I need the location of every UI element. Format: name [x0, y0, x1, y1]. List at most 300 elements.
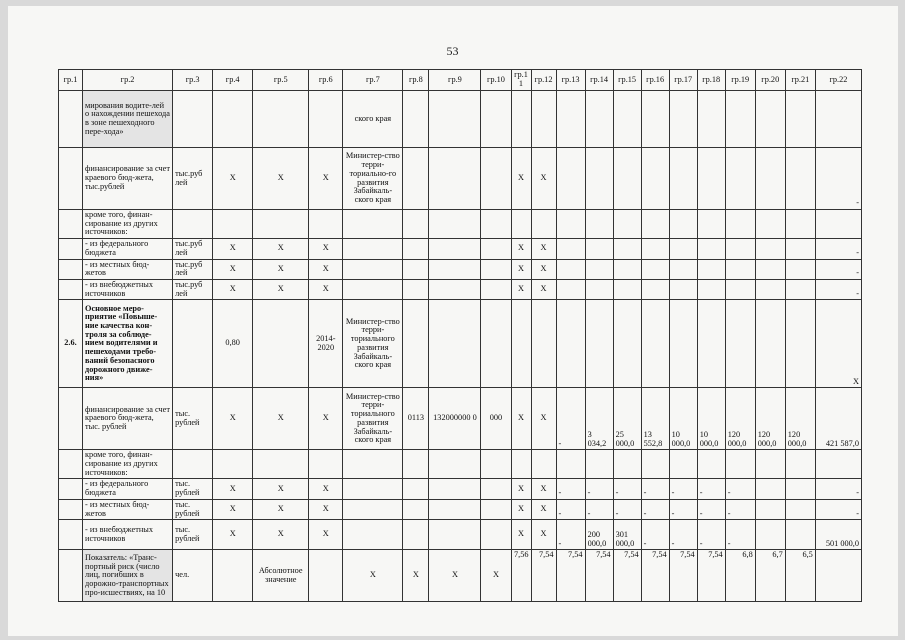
table-cell: тыс. рублей — [173, 388, 213, 450]
table-cell — [641, 239, 669, 259]
table-cell: Х — [531, 148, 556, 210]
table-cell: - — [725, 520, 755, 550]
column-header: гр.2 — [83, 70, 173, 91]
table-cell — [403, 279, 429, 299]
table-cell — [309, 210, 343, 239]
column-header: гр.1 — [59, 70, 83, 91]
table-cell — [556, 91, 585, 148]
table-cell: Х — [213, 479, 253, 499]
table-cell: 120 000,0 — [755, 388, 785, 450]
table-cell: Министер-ство терри-ториального развития Забайкаль-ского края — [343, 388, 403, 450]
table-cell — [613, 259, 641, 279]
table-cell: - — [613, 479, 641, 499]
table-cell — [343, 479, 403, 499]
table-cell — [613, 239, 641, 259]
table-cell: Х — [253, 148, 309, 210]
table-cell — [585, 259, 613, 279]
table-cell: Х — [213, 520, 253, 550]
table-cell: - из федерального бюджета — [83, 239, 173, 259]
table-cell: - из местных бюд-жетов — [83, 499, 173, 519]
table-cell: тыс. рублей — [173, 520, 213, 550]
column-header: гр.4 — [213, 70, 253, 91]
table-cell — [429, 499, 481, 519]
table-cell: 6,5 — [785, 550, 815, 602]
table-cell — [531, 210, 556, 239]
table-cell: Х — [511, 388, 531, 450]
table-cell — [173, 91, 213, 148]
table-cell — [697, 300, 725, 388]
table-cell: тыс.руб лей — [173, 239, 213, 259]
table-cell — [403, 520, 429, 550]
table-cell — [253, 91, 309, 148]
table-cell: тыс. рублей — [173, 499, 213, 519]
table-cell — [697, 239, 725, 259]
table-cell — [755, 479, 785, 499]
table-cell — [309, 450, 343, 479]
budget-table — [58, 69, 862, 602]
table-cell — [755, 450, 785, 479]
table-cell: Х — [253, 499, 309, 519]
table-cell — [403, 210, 429, 239]
table-cell: 10 000,0 — [697, 388, 725, 450]
table-cell — [429, 210, 481, 239]
table-row — [59, 499, 862, 519]
table-cell — [343, 210, 403, 239]
table-cell — [585, 300, 613, 388]
table-cell: тыс.руб лей — [173, 148, 213, 210]
table-cell: 7,54 — [585, 550, 613, 602]
table-cell — [585, 148, 613, 210]
table-cell: - — [585, 479, 613, 499]
table-cell — [403, 479, 429, 499]
table-cell: тыс. рублей — [173, 479, 213, 499]
table-cell — [697, 450, 725, 479]
table-row — [59, 300, 862, 388]
table-cell — [697, 279, 725, 299]
table-cell — [785, 479, 815, 499]
table-cell: Х — [531, 259, 556, 279]
table-cell — [755, 279, 785, 299]
table-cell — [641, 210, 669, 239]
table-cell — [755, 259, 785, 279]
table-cell — [531, 91, 556, 148]
table-cell — [213, 91, 253, 148]
table-cell — [511, 300, 531, 388]
table-cell — [403, 450, 429, 479]
table-cell — [511, 91, 531, 148]
table-cell — [785, 91, 815, 148]
table-cell: - из внебюджетных источников — [83, 520, 173, 550]
table-cell: Х — [253, 479, 309, 499]
table-cell — [556, 210, 585, 239]
table-cell — [613, 148, 641, 210]
table-cell — [785, 499, 815, 519]
table-cell — [343, 450, 403, 479]
table-cell — [641, 279, 669, 299]
table-cell — [613, 279, 641, 299]
table-cell: - — [585, 499, 613, 519]
table-cell: - — [669, 479, 697, 499]
column-header: гр.13 — [556, 70, 585, 91]
table-cell — [755, 148, 785, 210]
table-cell — [403, 239, 429, 259]
table-cell: Х — [531, 499, 556, 519]
column-header: гр.6 — [309, 70, 343, 91]
table-cell: - из местных бюд-жетов — [83, 259, 173, 279]
table-cell — [556, 239, 585, 259]
table-cell: 6,7 — [755, 550, 785, 602]
table-cell — [511, 210, 531, 239]
table-cell — [481, 148, 511, 210]
table-cell: чел. — [173, 550, 213, 602]
table-cell — [785, 279, 815, 299]
table-cell — [697, 210, 725, 239]
table-cell: Х — [253, 259, 309, 279]
table-cell: - — [725, 479, 755, 499]
table-cell — [815, 210, 861, 239]
table-cell — [785, 210, 815, 239]
table-cell — [429, 91, 481, 148]
table-cell: Х — [213, 239, 253, 259]
table-cell — [697, 259, 725, 279]
table-cell — [785, 300, 815, 388]
table-cell — [585, 279, 613, 299]
table-cell — [556, 300, 585, 388]
column-header: гр.1 1 — [511, 70, 531, 91]
table-cell: ского края — [343, 91, 403, 148]
table-cell — [511, 450, 531, 479]
table-cell — [429, 279, 481, 299]
table-cell — [585, 239, 613, 259]
table-cell: Х — [531, 279, 556, 299]
table-cell: Х — [343, 550, 403, 602]
table-cell — [725, 239, 755, 259]
table-cell — [613, 91, 641, 148]
table-row — [59, 450, 862, 479]
table-cell: кроме того, финан-сирование из других источников: — [83, 210, 173, 239]
table-cell: Х — [511, 279, 531, 299]
table-cell: - — [641, 479, 669, 499]
table-cell: 7,54 — [613, 550, 641, 602]
table-cell — [613, 210, 641, 239]
table-cell — [755, 210, 785, 239]
table-cell — [641, 148, 669, 210]
table-cell — [556, 450, 585, 479]
table-cell — [59, 450, 83, 479]
table-cell — [253, 300, 309, 388]
table-cell — [59, 550, 83, 602]
table-cell: Х — [511, 499, 531, 519]
table-cell: 120 000,0 — [725, 388, 755, 450]
table-cell — [173, 300, 213, 388]
table-cell: - — [815, 279, 861, 299]
table-cell: 7,54 — [697, 550, 725, 602]
column-header: гр.17 — [669, 70, 697, 91]
table-cell — [429, 148, 481, 210]
table-cell: - — [815, 259, 861, 279]
table-cell: 3 034,2 — [585, 388, 613, 450]
table-cell — [481, 450, 511, 479]
table-cell: 421 587,0 — [815, 388, 861, 450]
table-cell: тыс.руб лей — [173, 259, 213, 279]
table-cell — [173, 210, 213, 239]
table-cell: Х — [309, 279, 343, 299]
column-header: гр.12 — [531, 70, 556, 91]
table-cell: 13 552,8 — [641, 388, 669, 450]
column-header: гр.3 — [173, 70, 213, 91]
table-cell — [725, 259, 755, 279]
table-cell — [59, 279, 83, 299]
column-header: гр.15 — [613, 70, 641, 91]
table-cell — [429, 239, 481, 259]
column-header: гр.18 — [697, 70, 725, 91]
table-cell — [481, 91, 511, 148]
column-header: гр.8 — [403, 70, 429, 91]
table-cell — [343, 279, 403, 299]
table-cell — [481, 520, 511, 550]
table-cell: - — [669, 499, 697, 519]
table-cell — [403, 91, 429, 148]
table-cell — [59, 520, 83, 550]
table-cell: 000 — [481, 388, 511, 450]
table-cell: мирования водите-лей о нахождении пешехода в зоне пешеходного пере-хода» — [83, 91, 173, 148]
table-cell — [697, 91, 725, 148]
table-cell: Х — [403, 550, 429, 602]
table-cell: 7,54 — [641, 550, 669, 602]
table-cell — [481, 239, 511, 259]
column-header: гр.16 — [641, 70, 669, 91]
table-cell — [755, 91, 785, 148]
table-cell — [725, 210, 755, 239]
table-cell — [585, 91, 613, 148]
table-row — [59, 388, 862, 450]
table-cell: - — [697, 520, 725, 550]
table-cell: Х — [531, 239, 556, 259]
table-cell — [669, 300, 697, 388]
table-cell — [585, 210, 613, 239]
table-cell: 0,80 — [213, 300, 253, 388]
table-cell — [403, 300, 429, 388]
table-cell: Х — [511, 520, 531, 550]
table-cell — [173, 450, 213, 479]
table-cell — [669, 450, 697, 479]
table-cell — [785, 450, 815, 479]
table-cell — [309, 550, 343, 602]
table-cell — [403, 148, 429, 210]
table-cell — [403, 259, 429, 279]
table-cell — [481, 279, 511, 299]
table-cell — [343, 520, 403, 550]
table-cell: Х — [309, 259, 343, 279]
table-cell — [429, 300, 481, 388]
table-cell — [59, 148, 83, 210]
table-row — [59, 550, 862, 602]
table-cell — [785, 259, 815, 279]
table-cell — [613, 300, 641, 388]
table-cell — [669, 239, 697, 259]
table-cell — [556, 259, 585, 279]
table-row — [59, 91, 862, 148]
table-cell — [343, 239, 403, 259]
table-cell — [755, 239, 785, 259]
table-cell: Основное меро-приятие «Повыше-ние качества кон-троля за соблюде-нием водителями и пешеходами требо-ваний безопасного дорожного движе-ния» — [83, 300, 173, 388]
table-cell: Показатель: «Транс-портный риск (число лиц, погибших в дорожно-транспортных про-исшествиях, на 10 — [83, 550, 173, 602]
table-cell — [785, 520, 815, 550]
table-cell — [641, 300, 669, 388]
table-cell — [755, 520, 785, 550]
table-cell: Х — [531, 520, 556, 550]
table-row — [59, 279, 862, 299]
table-cell: Х — [253, 239, 309, 259]
column-header: гр.10 — [481, 70, 511, 91]
table-cell: 200 000,0 — [585, 520, 613, 550]
table-cell — [725, 148, 755, 210]
table-cell — [641, 450, 669, 479]
table-cell — [429, 259, 481, 279]
table-cell — [59, 499, 83, 519]
table-cell: Х — [253, 279, 309, 299]
table-cell — [481, 259, 511, 279]
table-cell: Х — [511, 148, 531, 210]
table-cell — [641, 259, 669, 279]
table-cell: - — [556, 499, 585, 519]
column-header: гр.19 — [725, 70, 755, 91]
table-cell — [59, 259, 83, 279]
table-cell — [725, 279, 755, 299]
column-header: гр.14 — [585, 70, 613, 91]
table-cell: Х — [253, 388, 309, 450]
table-cell — [213, 210, 253, 239]
table-cell — [59, 91, 83, 148]
table-cell: 132000000 0 — [429, 388, 481, 450]
table-cell — [59, 479, 83, 499]
table-cell: тыс.руб лей — [173, 279, 213, 299]
table-cell: 7,54 — [556, 550, 585, 602]
table-cell — [429, 520, 481, 550]
table-cell: Министер-ство терри-ториально-го развития Забайкаль-ского края — [343, 148, 403, 210]
table-cell — [309, 91, 343, 148]
table-cell: - — [815, 148, 861, 210]
table-cell — [725, 450, 755, 479]
table-cell — [481, 479, 511, 499]
table-cell: - — [556, 388, 585, 450]
table-cell: Х — [309, 520, 343, 550]
table-cell — [253, 210, 309, 239]
table-cell — [755, 300, 785, 388]
table-cell — [556, 279, 585, 299]
table-cell: Х — [531, 388, 556, 450]
column-header: гр.9 — [429, 70, 481, 91]
table-cell: финансирование за счет краевого бюд-жета, тыс. рублей — [83, 388, 173, 450]
table-cell — [531, 450, 556, 479]
table-cell — [59, 388, 83, 450]
column-header: гр.7 — [343, 70, 403, 91]
table-cell — [785, 148, 815, 210]
table-cell: Х — [213, 148, 253, 210]
table-cell — [669, 279, 697, 299]
table-cell: - — [641, 499, 669, 519]
table-cell — [725, 91, 755, 148]
table-cell: - — [815, 239, 861, 259]
table-cell — [213, 550, 253, 602]
table-cell: Х — [815, 300, 861, 388]
table-cell: 301 000,0 — [613, 520, 641, 550]
table-cell — [669, 91, 697, 148]
column-header: гр.21 — [785, 70, 815, 91]
table-cell: - — [697, 499, 725, 519]
table-cell: Х — [511, 259, 531, 279]
table-cell: - — [641, 520, 669, 550]
table-row — [59, 520, 862, 550]
table-cell — [669, 148, 697, 210]
table-row — [59, 239, 862, 259]
table-cell: Абсолютное значение — [253, 550, 309, 602]
table-cell: Х — [309, 499, 343, 519]
column-header: гр.20 — [755, 70, 785, 91]
table-cell: Х — [309, 239, 343, 259]
table-cell: Х — [531, 479, 556, 499]
table-row — [59, 479, 862, 499]
table-cell — [213, 450, 253, 479]
table-row — [59, 148, 862, 210]
table-cell: Х — [213, 279, 253, 299]
table-cell: 120 000,0 — [785, 388, 815, 450]
table-cell: 25 000,0 — [613, 388, 641, 450]
table-cell — [343, 499, 403, 519]
table-cell: - из федерального бюджета — [83, 479, 173, 499]
table-cell: кроме того, финан-сирование из других источников: — [83, 450, 173, 479]
table-cell: Х — [511, 239, 531, 259]
table-cell: Х — [511, 479, 531, 499]
table-cell — [641, 91, 669, 148]
table-cell — [481, 499, 511, 519]
table-cell: 7,56 — [511, 550, 531, 602]
table-cell — [343, 259, 403, 279]
table-cell: - — [669, 520, 697, 550]
table-cell: - — [725, 499, 755, 519]
table-cell: - — [815, 479, 861, 499]
table-cell: 10 000,0 — [669, 388, 697, 450]
table-cell — [785, 239, 815, 259]
table-row — [59, 210, 862, 239]
table-cell — [755, 499, 785, 519]
table-cell — [815, 550, 861, 602]
table-cell — [429, 479, 481, 499]
table-cell: 2014-2020 — [309, 300, 343, 388]
table-cell — [815, 450, 861, 479]
table-cell — [613, 450, 641, 479]
table-cell: 7,54 — [669, 550, 697, 602]
table-cell — [59, 239, 83, 259]
table-cell — [481, 210, 511, 239]
table-cell: - — [556, 479, 585, 499]
table-cell: Х — [481, 550, 511, 602]
table-cell: Х — [213, 388, 253, 450]
table-cell: 6,8 — [725, 550, 755, 602]
table-cell: 0113 — [403, 388, 429, 450]
table-cell: Х — [309, 388, 343, 450]
table-cell: 7,54 — [531, 550, 556, 602]
table-cell: Х — [429, 550, 481, 602]
table-cell — [815, 91, 861, 148]
table-cell: Х — [213, 499, 253, 519]
table-cell — [481, 300, 511, 388]
table-cell: - — [697, 479, 725, 499]
table-cell — [531, 300, 556, 388]
table-cell: Министер-ство терри-ториального развития Забайкаль-ского края — [343, 300, 403, 388]
table-cell — [669, 259, 697, 279]
table-cell: - из внебюджетных источников — [83, 279, 173, 299]
